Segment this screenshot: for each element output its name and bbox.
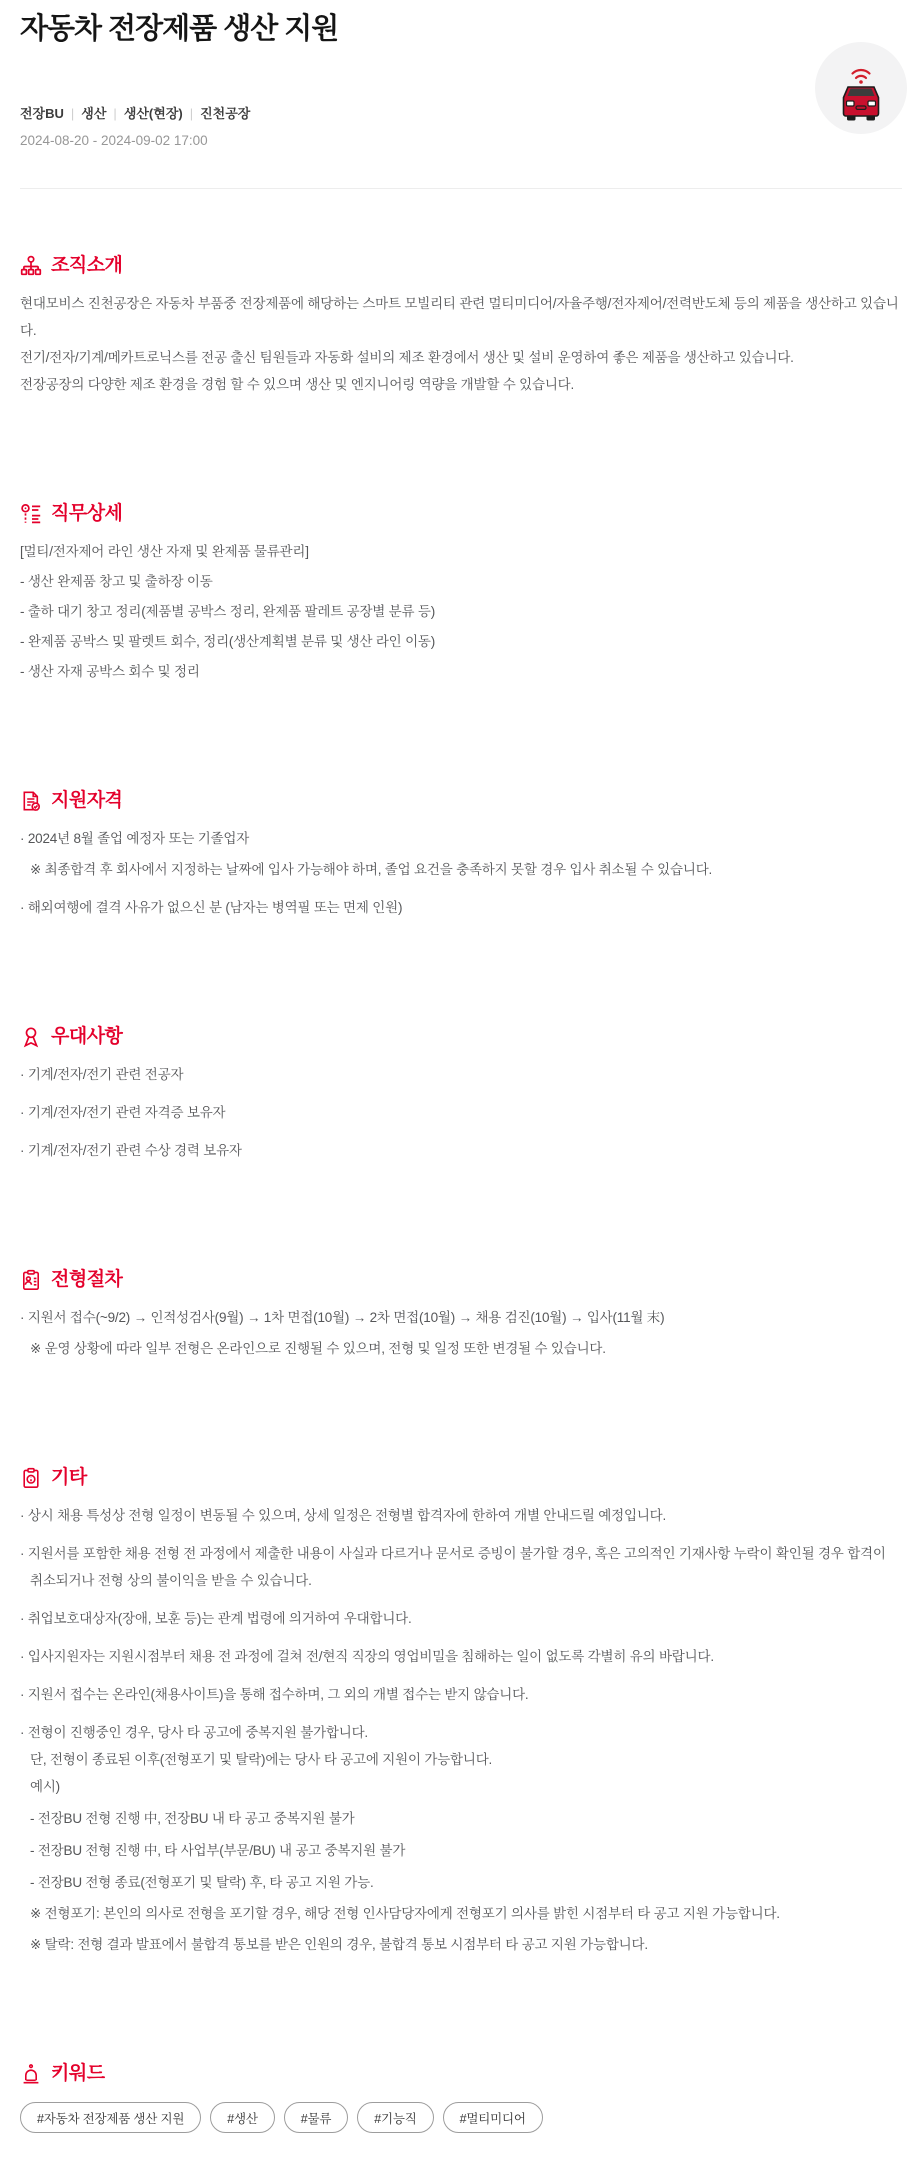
section-title: 조직소개 <box>51 255 123 276</box>
keyword-chip-list <box>20 2102 902 2133</box>
text-line: - 출하 대기 창고 정리(제품별 공박스 정리, 완제품 팔레트 공장별 분류 등) <box>20 604 436 619</box>
meta-job-type: 생산(현장) <box>123 106 183 121</box>
meta-job-family: 생산 <box>81 106 107 121</box>
dash-line: - 전장BU 전형 진행 中, 전장BU 내 타 공고 중복지원 불가 <box>30 1811 355 1826</box>
bullet-line: · 전형이 진행중인 경우, 당사 타 공고에 중복지원 불가합니다. <box>20 1725 368 1740</box>
meta-business-unit: 전장BU <box>20 106 64 121</box>
text-line: 전장공장의 다양한 제조 환경을 경험 할 수 있으며 생산 및 엔지니어링 역량을 개발할 수 있습니다. <box>20 377 575 392</box>
section-body <box>20 1061 902 1164</box>
application-period: 2024-08-20 - 2024-09-02 17:00 <box>20 133 208 148</box>
keyword-chip[interactable]: #기능직 <box>357 2102 433 2133</box>
meta-separator: | <box>113 106 117 121</box>
dash-line: - 전장BU 전형 종료(전형포기 및 탈락) 후, 타 공고 지원 가능. <box>30 1875 374 1890</box>
text-line: - 생산 자재 공박스 회수 및 정리 <box>20 664 200 679</box>
meta-separator: | <box>189 106 194 121</box>
keyword-chip[interactable]: #멀티미디어 <box>443 2102 543 2133</box>
text-line: [멀티/전자제어 라인 생산 자재 및 완제품 물류관리] <box>20 544 309 559</box>
note-line: ※ 운영 상황에 따라 일부 전형은 온라인으로 진행될 수 있으며, 전형 및 일정 또한 변경될 수 있습니다. <box>30 1341 606 1356</box>
section-preference <box>20 1026 902 1164</box>
bullet-line: · 기계/전자/전기 관련 전공자 <box>20 1067 184 1082</box>
bullet-line: · 2024년 8월 졸업 예정자 또는 기졸업자 <box>20 831 250 846</box>
section-heading <box>20 1026 902 1048</box>
job-meta <box>20 103 902 122</box>
text-line: 현대모비스 진천공장은 자동차 부품중 전장제품에 해당하는 스마트 모빌리티 관련 멀티미디어/자율주행/전자제어/전력반도체 등의 제품을 생산하고 있습니다. <box>20 296 899 338</box>
bullet-line: · 지원서 접수는 온라인(채용사이트)을 통해 접수하며, 그 외의 개별 접수는 받지 않습니다. <box>20 1687 529 1702</box>
bullet-line: · 지원서 접수(~9/2) → 인적성검사(9월) → 1차 면접(10월) → 2차 면접(10월) → 채용 검진(10월) → 입사(11월 末) <box>20 1310 665 1325</box>
section-body <box>20 538 902 685</box>
meta-separator: | <box>70 106 75 121</box>
document-check-icon <box>20 790 42 812</box>
clipboard-info-icon <box>20 1467 42 1489</box>
section-title: 직무상세 <box>51 503 123 524</box>
section-title: 전형절차 <box>51 1269 123 1290</box>
section-body <box>20 290 902 398</box>
keyword-chip[interactable]: #물류 <box>284 2102 349 2133</box>
section-heading <box>20 790 902 812</box>
section-heading <box>20 1269 902 1291</box>
section-title: 키워드 <box>51 2063 105 2084</box>
bullet-line: · 입사지원자는 지원시점부터 채용 전 과정에 걸쳐 전/현직 직장의 영업비밀을 침해하는 일이 없도록 각별히 유의 바랍니다. <box>20 1649 714 1664</box>
meta-location: 진천공장 <box>200 106 251 121</box>
page-title: 자동차 전장제품 생산 지원 <box>20 13 339 45</box>
section-qualification <box>20 790 902 921</box>
section-organization <box>20 255 902 398</box>
section-process <box>20 1269 902 1362</box>
text-line: 단, 전형이 종료된 이후(전형포기 및 탈락)에는 당사 타 공고에 지원이 가능합니다. <box>30 1752 493 1767</box>
note-line: ※ 탈락: 전형 결과 발표에서 불합격 통보를 받은 인원의 경우, 불합격 통보 시점부터 타 공고 지원 가능합니다. <box>30 1937 648 1952</box>
section-keywords <box>20 2063 902 2133</box>
section-heading <box>20 255 902 277</box>
keyword-beacon-icon <box>20 2063 42 2085</box>
note-line: ※ 최종합격 후 회사에서 지정하는 날짜에 입사 가능해야 하며, 졸업 요건을 충족하지 못할 경우 입사 취소될 수 있습니다. <box>30 862 713 877</box>
section-title: 우대사항 <box>51 1026 123 1047</box>
bullet-line: · 기계/전자/전기 관련 수상 경력 보유자 <box>20 1143 242 1158</box>
text-line: - 생산 완제품 창고 및 출하장 이동 <box>20 574 213 589</box>
section-heading <box>20 1467 902 1489</box>
bullet-line: · 지원서를 포함한 채용 전형 전 과정에서 제출한 내용이 사실과 다르거나 문서로 증빙이 불가할 경우, 혹은 고의적인 기재사항 누락이 확인될 경우 합격이 취소되거나 전형 상의 불이익을 받을 수 있습니다. <box>20 1546 886 1588</box>
text-line: - 완제품 공박스 및 팔렛트 회수, 정리(생산계획별 분류 및 생산 라인 이동) <box>20 634 436 649</box>
section-etc <box>20 1467 902 1958</box>
bullet-line: · 상시 채용 특성상 전형 일정이 변동될 수 있으며, 상세 일정은 전형별 합격자에 한하여 개별 안내드릴 예정입니다. <box>20 1508 667 1523</box>
connected-car-icon <box>815 42 907 134</box>
medal-icon <box>20 1026 42 1048</box>
section-body <box>20 1304 902 1362</box>
section-heading <box>20 2063 902 2085</box>
bullet-line: · 기계/전자/전기 관련 자격증 보유자 <box>20 1105 226 1120</box>
posting-header <box>20 12 902 148</box>
clipboard-person-icon <box>20 1269 42 1291</box>
text-line: 예시) <box>30 1779 60 1794</box>
header-divider <box>20 188 902 189</box>
dash-line: - 전장BU 전형 진행 中, 타 사업부(부문/BU) 내 공고 중복지원 불가 <box>30 1843 406 1858</box>
section-job-detail <box>20 503 902 685</box>
bullet-line: · 취업보호대상자(장애, 보훈 등)는 관계 법령에 의거하여 우대합니다. <box>20 1611 412 1626</box>
note-line: ※ 전형포기: 본인의 의사로 전형을 포기할 경우, 해당 전형 인사담당자에게 전형포기 의사를 밝힌 시점부터 타 공고 지원 가능합니다. <box>30 1906 780 1921</box>
text-line: 전기/전자/기계/메카트로닉스를 전공 출신 팀원들과 자동화 설비의 제조 환경에서 생산 및 설비 운영하여 좋은 제품을 생산하고 있습니다. <box>20 350 794 365</box>
section-heading <box>20 503 902 525</box>
keyword-chip[interactable]: #생산 <box>210 2102 275 2133</box>
job-detail-list-icon <box>20 503 42 525</box>
section-body <box>20 1502 902 1958</box>
section-body <box>20 825 902 921</box>
section-title: 지원자격 <box>51 790 123 811</box>
keyword-chip[interactable]: #자동차 전장제품 생산 지원 <box>20 2102 201 2133</box>
bullet-line: · 해외여행에 결격 사유가 없으신 분 (남자는 병역필 또는 면제 인원) <box>20 900 403 915</box>
org-chart-icon <box>20 255 42 277</box>
section-title: 기타 <box>51 1467 87 1488</box>
